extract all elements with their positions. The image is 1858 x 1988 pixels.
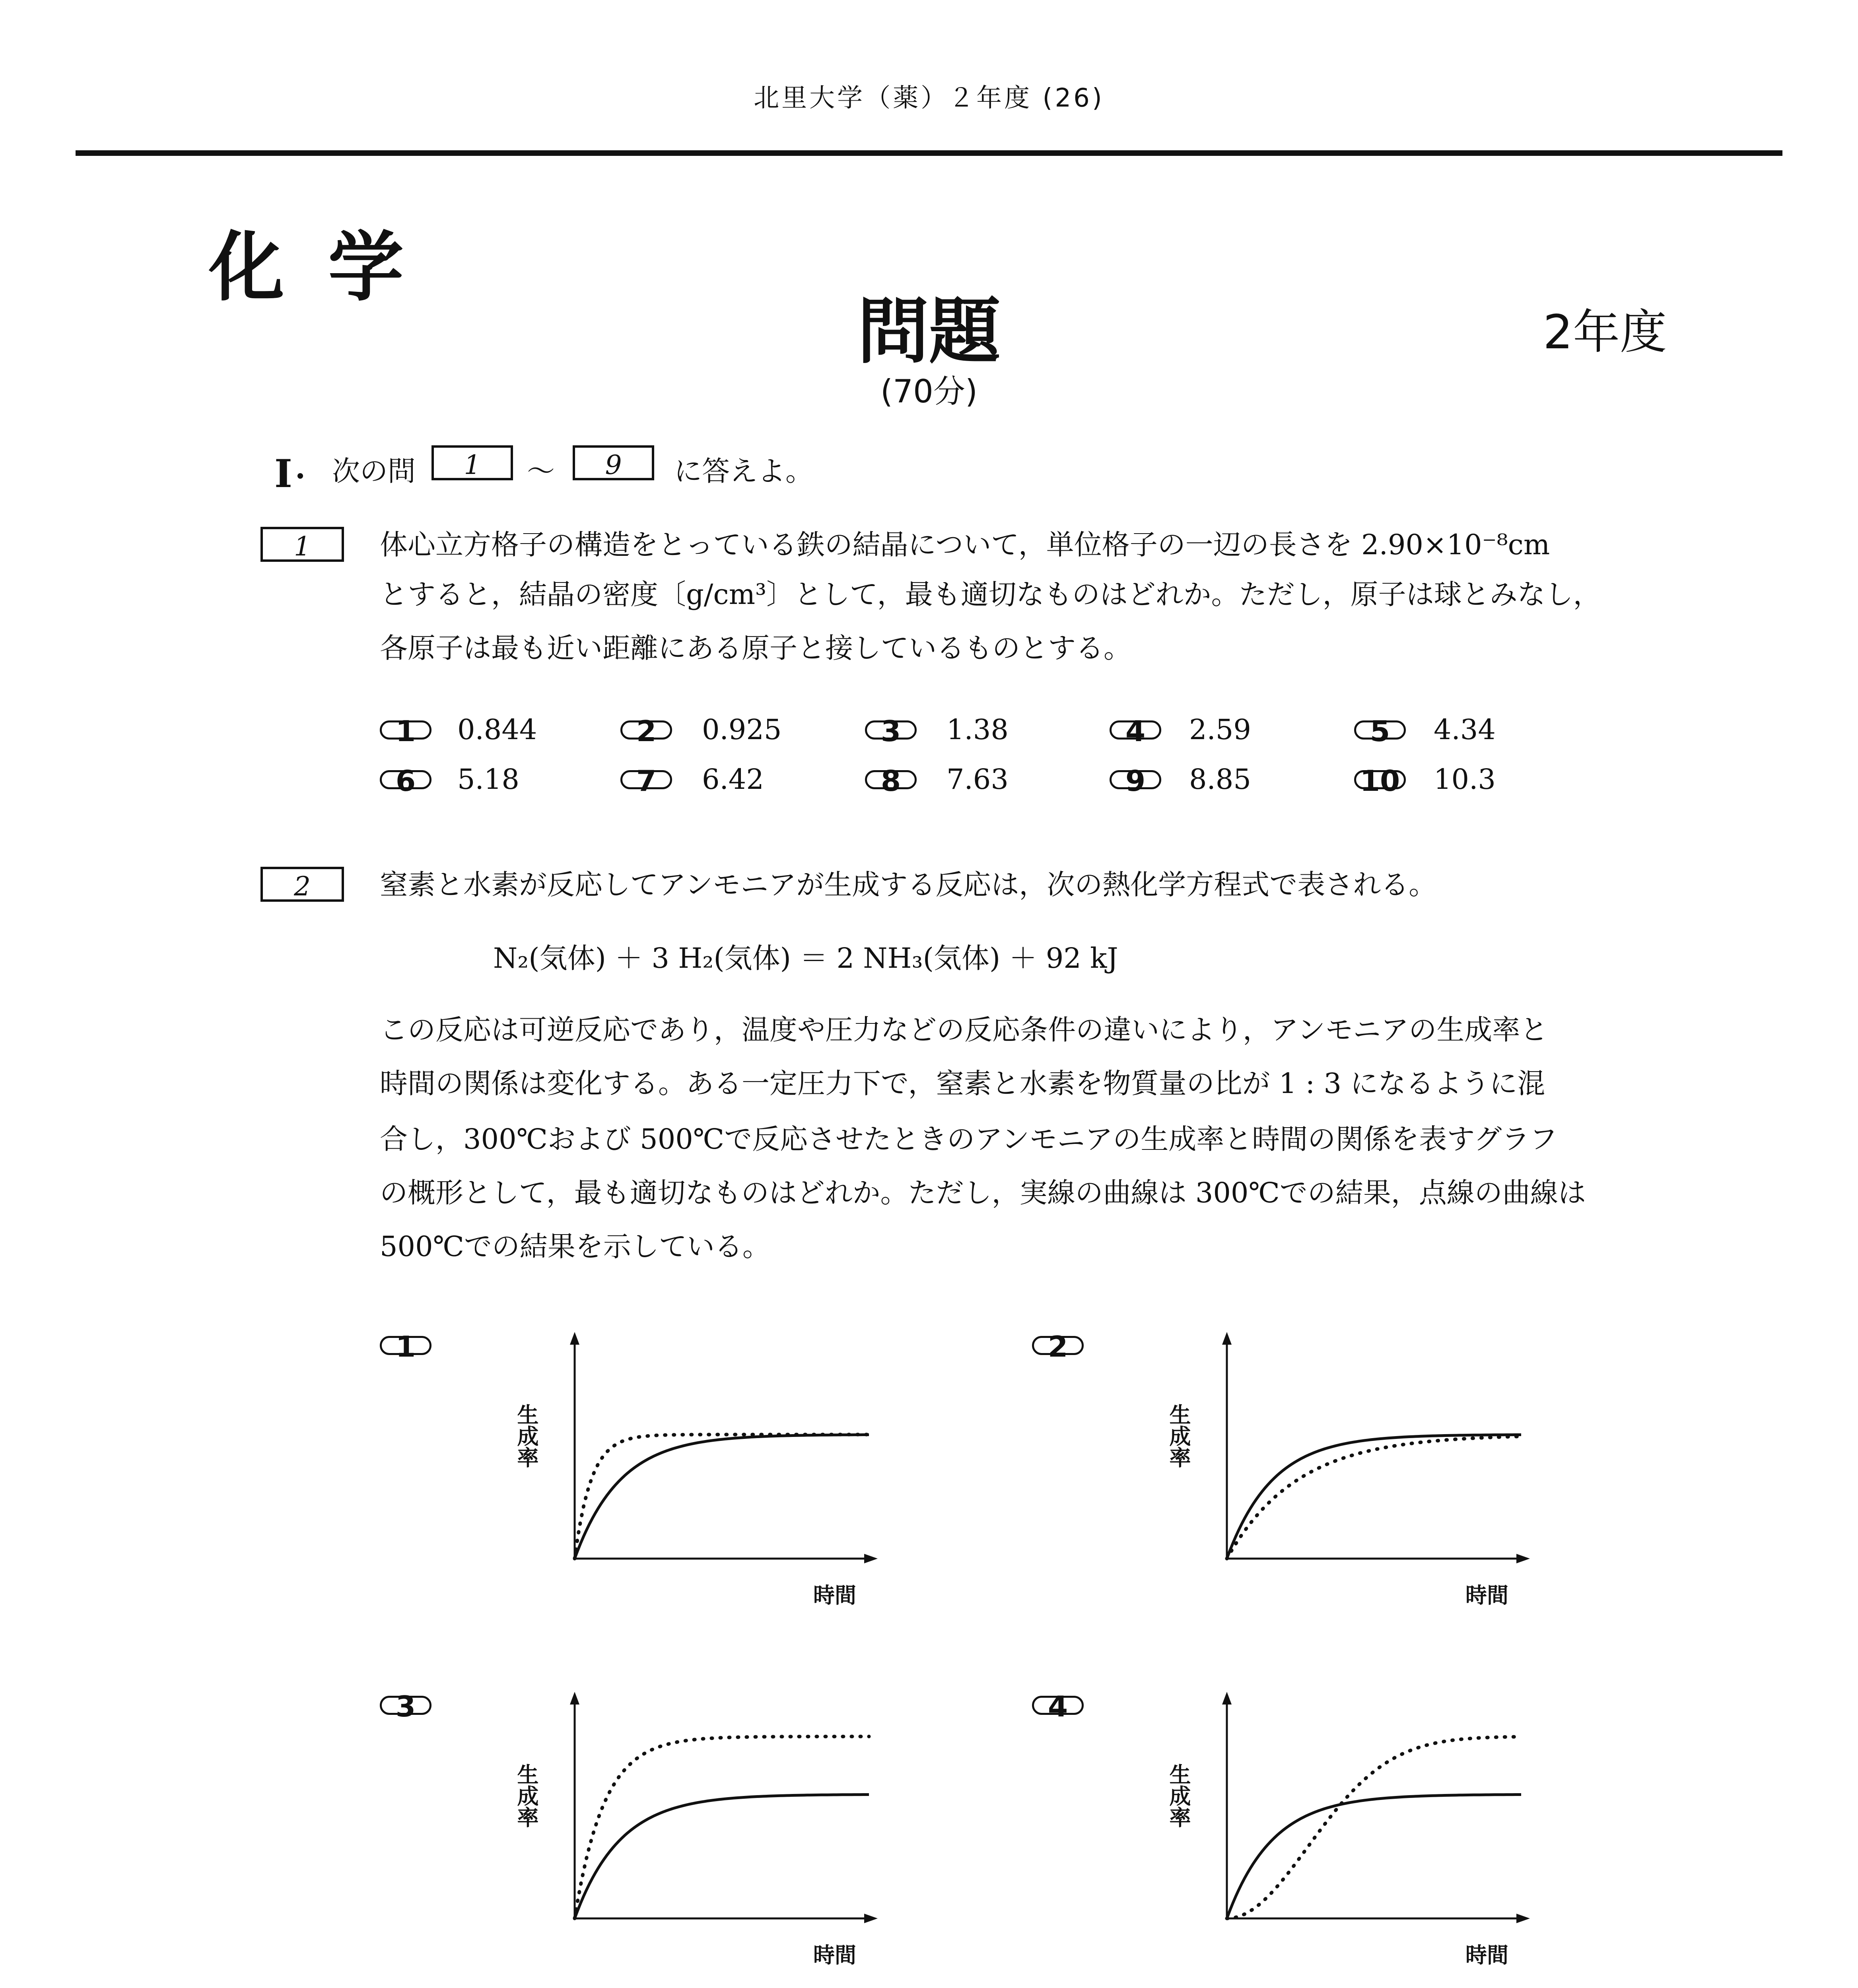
- q1-choice-number: 10: [1354, 770, 1406, 789]
- q1-choice-number: 1: [380, 720, 431, 740]
- q2-text-line: この反応は可逆反応であり，温度や圧力などの反応条件の違いにより，アンモニアの生成率と: [380, 1013, 1548, 1046]
- q1-choice-value: 10.3: [1434, 763, 1496, 796]
- graph-x-axis-arrow: [864, 1914, 878, 1923]
- q1-choice-value: 0.844: [457, 713, 537, 746]
- q1-choice-value: 0.925: [702, 713, 782, 746]
- graph-curve-300c-solid: [575, 1795, 869, 1919]
- header-rule: [76, 150, 1782, 156]
- running-head: 北里大学（薬）２年度 (26): [754, 83, 1104, 113]
- graph-curve-500c-dotted: [1227, 1437, 1521, 1559]
- q1-choice-number: 3: [865, 720, 917, 740]
- section-range-from-box: 1: [431, 445, 513, 480]
- q1-choice-value: 7.63: [946, 763, 1009, 796]
- graph-x-axis-arrow: [1516, 1554, 1530, 1563]
- q2-graph-xlabel: 時間: [1465, 1583, 1508, 1608]
- q2-graph-choice-number: 3: [380, 1696, 431, 1715]
- section-range-to-box: 9: [573, 445, 654, 480]
- q2-graph: [1219, 1328, 1537, 1571]
- duration-label: (70分): [880, 373, 978, 410]
- q2-graph-xlabel: 時間: [1465, 1943, 1508, 1968]
- q1-choice-number: 7: [620, 770, 672, 789]
- graph-curve-500c-dotted: [575, 1435, 869, 1559]
- q2-text-line: 時間の関係は変化する。ある一定圧力下で，窒素と水素を物質量の比が 1 : 3 になるように混: [380, 1067, 1545, 1100]
- q2-text-line: 500℃での結果を示している。: [380, 1230, 770, 1263]
- q1-choice-value: 5.18: [457, 763, 519, 796]
- q2-equation: N₂(気体) ＋ 3 H₂(気体) ＝ 2 NH₃(気体) ＋ 92 kJ: [493, 942, 1118, 975]
- q1-text-line: 体心立方格子の構造をとっている鉄の結晶について，単位格子の一辺の長さを 2.90×10⁻⁸cm: [380, 528, 1550, 561]
- year-label: 2年度: [1543, 305, 1667, 359]
- section-numeral: Ⅰ: [274, 451, 292, 496]
- section-lead: 次の問: [332, 455, 416, 487]
- q2-graph-ylabel: 生成率: [514, 1763, 539, 1828]
- q1-choice-value: 2.59: [1189, 713, 1251, 746]
- graph-y-axis-arrow: [570, 1692, 579, 1705]
- graph-curve-500c-dotted: [1227, 1737, 1521, 1918]
- q2-graph-ylabel: 生成率: [514, 1404, 539, 1468]
- q1-choice-value: 6.42: [702, 763, 764, 796]
- problems-title: 問題: [857, 290, 1001, 373]
- graph-x-axis-arrow: [864, 1554, 878, 1563]
- subject-title: 化学: [209, 223, 448, 311]
- q1-choice-number: 8: [865, 770, 917, 789]
- q2-graph-ylabel: 生成率: [1166, 1404, 1191, 1468]
- q1-choice-value: 8.85: [1189, 763, 1251, 796]
- q1-choice-number: 6: [380, 770, 431, 789]
- q1-choice-value: 4.34: [1434, 713, 1496, 746]
- q1-text-line: 各原子は最も近い距離にある原子と接しているものとする。: [380, 632, 1131, 664]
- graph-curve-300c-solid: [1227, 1795, 1521, 1919]
- q2-graph-choice-number: 1: [380, 1336, 431, 1355]
- q2-graph-choice-number: 2: [1032, 1336, 1084, 1355]
- q2-graph-choice-number: 4: [1032, 1696, 1084, 1715]
- graph-curve-300c-solid: [1227, 1435, 1521, 1559]
- q1-choice-number: 5: [1354, 720, 1406, 740]
- q2-graph: [567, 1688, 885, 1930]
- graph-curve-500c-dotted: [575, 1736, 869, 1918]
- q1-choice-number: 2: [620, 720, 672, 740]
- q2-number-box: 2: [260, 867, 344, 902]
- graph-x-axis-arrow: [1516, 1914, 1530, 1923]
- graph-y-axis-arrow: [1222, 1692, 1232, 1705]
- q2-graph-xlabel: 時間: [813, 1943, 856, 1968]
- q1-choice-value: 1.38: [946, 713, 1009, 746]
- graph-y-axis-arrow: [1222, 1332, 1232, 1345]
- q1-number-box: 1: [260, 527, 344, 562]
- q2-graph: [567, 1328, 885, 1571]
- section-tail: に答えよ。: [674, 455, 813, 487]
- q1-choice-number: 4: [1110, 720, 1161, 740]
- graph-curve-300c-solid: [575, 1435, 869, 1559]
- q1-text-line: とすると，結晶の密度〔g/cm³〕として，最も適切なものはどれか。ただし，原子は球とみなし，: [380, 578, 1601, 611]
- q2-text-line: の概形として，最も適切なものはどれか。ただし，実線の曲線は 300℃での結果，点線の曲線は: [380, 1176, 1586, 1209]
- q1-choice-number: 9: [1110, 770, 1161, 789]
- q2-graph-xlabel: 時間: [813, 1583, 856, 1608]
- q2-text-line: 合し，300℃および 500℃で反応させたときのアンモニアの生成率と時間の関係を表すグラフ: [380, 1123, 1558, 1155]
- q2-graph-ylabel: 生成率: [1166, 1763, 1191, 1828]
- q2-graph: [1219, 1688, 1537, 1930]
- graph-y-axis-arrow: [570, 1332, 579, 1345]
- section-dot: [297, 473, 303, 479]
- section-tilde: 〜: [527, 455, 555, 487]
- q2-intro: 窒素と水素が反応してアンモニアが生成する反応は，次の熱化学方程式で表される。: [380, 868, 1437, 901]
